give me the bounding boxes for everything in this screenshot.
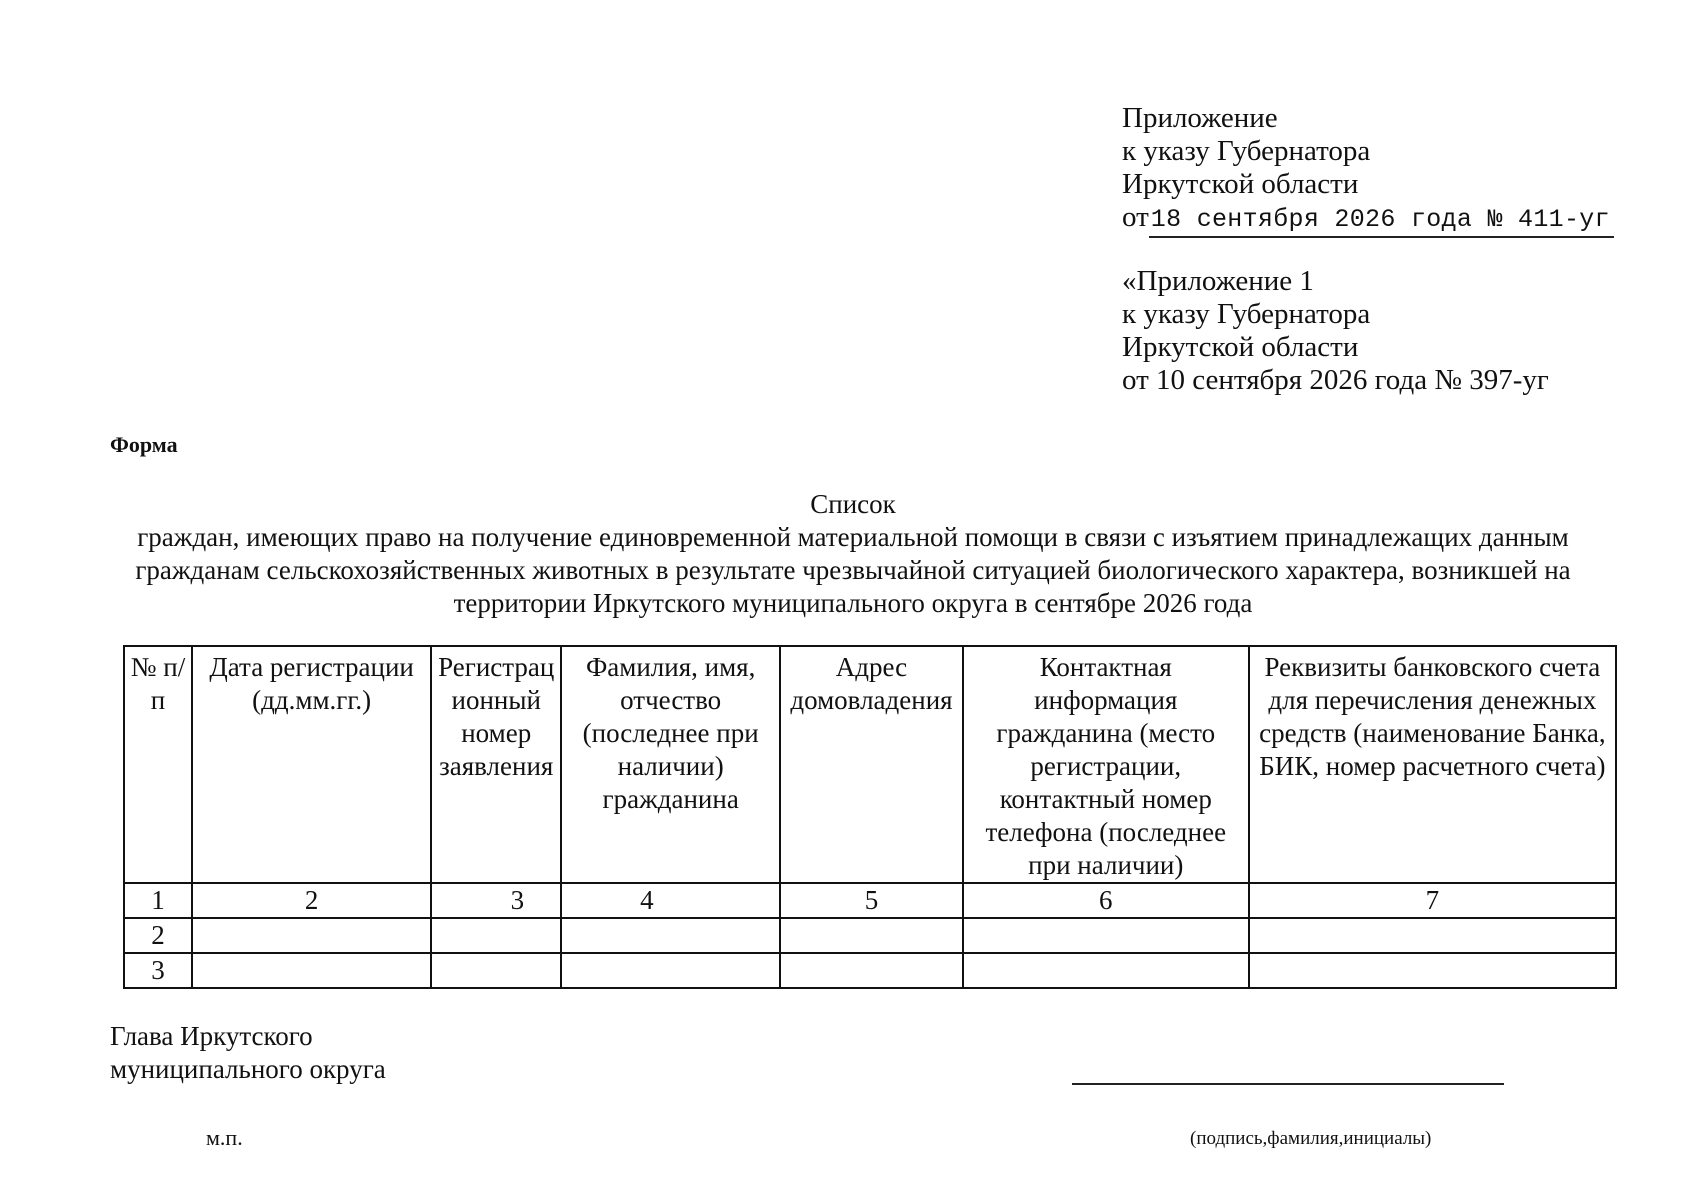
table-row [124,953,1616,988]
appendix-line: Иркутской области [1122,331,1359,363]
stamp-label: м.п. [206,1125,243,1150]
table-cell: 3 [431,883,561,918]
table-cell [561,953,780,988]
table-cell: 2 [124,918,192,953]
table-cell [1249,953,1616,988]
table-cell: 7 [1249,883,1616,918]
appendix-line: «Приложение 1 [1122,265,1314,297]
table-cell [963,918,1249,953]
column-header-registration-date: Дата регистрации (дд.мм.гг.) [192,646,431,883]
document-title: Список [810,489,896,519]
appendix-header-current [1122,102,1614,238]
appendix-line: к указу Губернатора [1122,135,1371,167]
table-cell [192,953,431,988]
table-cell [192,918,431,953]
table-cell: 3 [124,953,192,988]
document-subtitle: граждан, имеющих право на получение единовременной материальной помощи в связи с изъятием принадлежащих данным гражданам сельскохозяйственных животных в результате чрезвычайной ситуацией биологического характера, возникшей на территории Иркутского муниципального округа в сентябре 2026 года [135,522,1571,618]
table-header-row [124,646,1616,883]
table-cell: 5 [780,883,963,918]
table-cell [780,918,963,953]
column-header-full-name: Фамилия, имя, отчество (последнее при наличии) гражданина [561,646,780,883]
signer-line: муниципального округа [110,1054,386,1084]
table-cell [431,953,561,988]
column-header-bank-details: Реквизиты банковского счета для перечисления денежных средств (наименование Банка, БИК, номер расчетного счета) [1249,646,1616,883]
column-header-address: Адрес домовладения [780,646,963,883]
table-cell [963,953,1249,988]
table-numbering-row [124,883,1616,918]
appendix-line: от 10 сентября 2026 года № 397-уг [1122,364,1549,396]
form-label: Форма [110,432,178,457]
table-cell [1249,918,1616,953]
column-header-registration-number: Регистрац ионный номер заявления [431,646,561,883]
citizens-list-table [123,645,1617,989]
appendix-line: к указу Губернатора [1122,298,1371,330]
table-cell [431,918,561,953]
signature-line [1072,1083,1504,1085]
table-cell: 2 [192,883,431,918]
table-cell: 4 [561,883,780,918]
appendix-line: Приложение [1122,102,1278,134]
signer-title [110,1020,386,1086]
appendix-header-original [1122,265,1549,397]
decree-date-typed: 18 сентября 2026 года № 411-уг [1149,206,1614,238]
document-title-block [100,488,1606,620]
table-cell [561,918,780,953]
decree-date-line [1122,201,1614,238]
table-cell: 1 [124,883,192,918]
signer-line: Глава Иркутского [110,1021,313,1051]
signature-caption: (подпись,фамилия,инициалы) [1190,1128,1432,1149]
table-cell [780,953,963,988]
appendix-line: Иркутской области [1122,168,1359,200]
column-header-number: № п/п [124,646,192,883]
column-header-contact-info: Контактная информация гражданина (место регистрации, контактный номер телефона (последнее при наличии) [963,646,1249,883]
decree-date-prefix: от [1122,201,1149,233]
table-cell: 6 [963,883,1249,918]
table-row [124,918,1616,953]
